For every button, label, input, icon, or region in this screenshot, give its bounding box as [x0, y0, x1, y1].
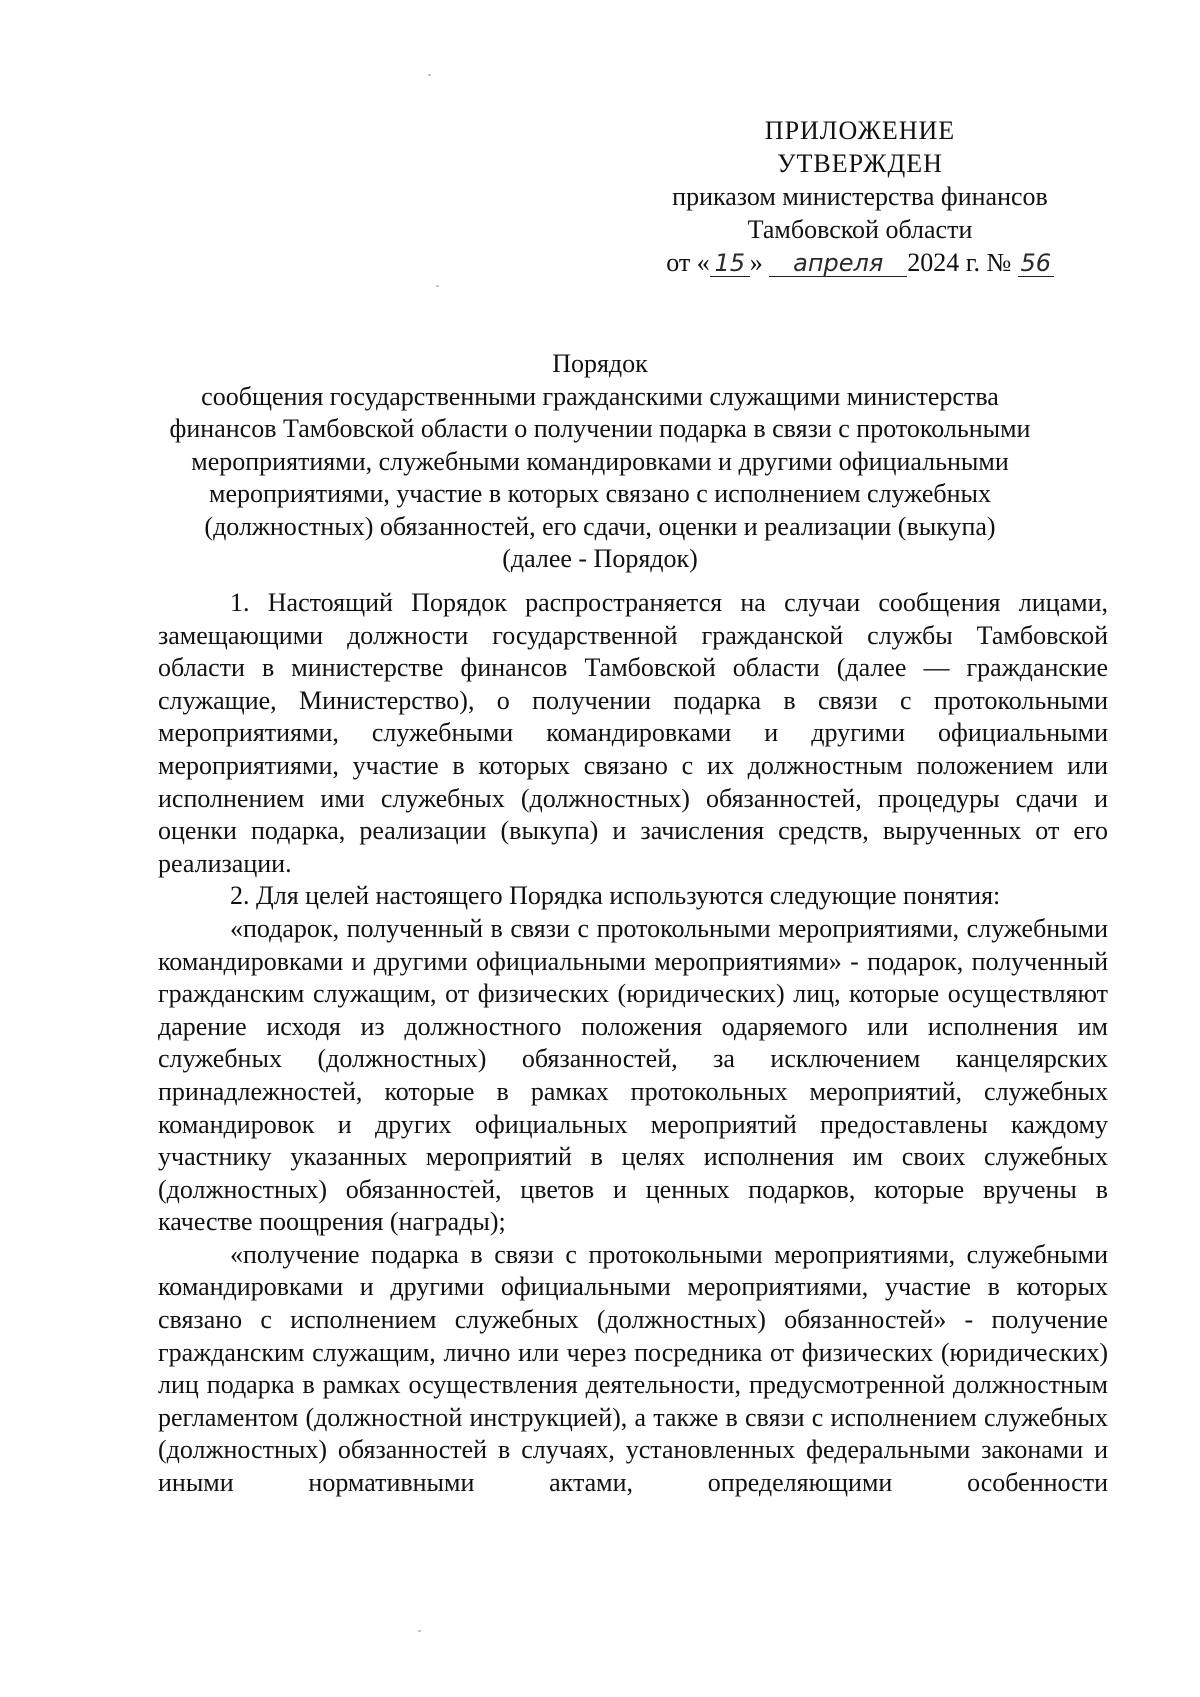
- order-number-field: [1018, 250, 1054, 277]
- approval-region-line: Тамбовской области: [747, 215, 973, 244]
- definition-gift: «подарок, полученный в связи с протокольными мероприятиями, служебными командировками и другими официальными мероприятиями» - подарок, полученный гражданским служащим, от физических (юридических) лиц, которые осуществляют дарение исходя из должностного положения одаряемого или исполнения им служебных (должностных) обязанностей, за исключением канцелярских принадлежностей, которые в рамках протокольных мероприятий, служебных командировок и других официальных мероприятий предоставлены каждому участнику указанных мероприятий в целях исполнения им своих служебных (должностных) обязанностей, цветов и ценных подарков, которые вручены в качестве поощрения (награды);: [158, 913, 1108, 1237]
- date-prefix: от «: [666, 248, 710, 277]
- approved-label: УТВЕРЖДЕН: [777, 149, 943, 178]
- handwritten-number: 56: [1020, 249, 1052, 277]
- paragraph-2: 2. Для целей настоящего Порядка используются следующие понятия:: [230, 881, 1001, 911]
- date-quote-close: »: [749, 248, 763, 277]
- handwritten-day: 15: [714, 249, 745, 277]
- title-line: мероприятиями, участие в которых связано с исполнением служебных: [208, 479, 991, 508]
- handwritten-month: апреля: [793, 249, 884, 277]
- document-title: [140, 348, 1060, 576]
- order-date-line: [620, 246, 1100, 279]
- title-line: (далее - Порядок): [502, 544, 698, 573]
- title-line: финансов Тамбовской области о получении подарка в связи с протокольными: [169, 414, 1031, 443]
- title-heading: Порядок: [552, 349, 648, 378]
- date-year-number: 2024 г. №: [907, 248, 1012, 277]
- date-day-field: [710, 250, 750, 277]
- title-line: (должностных) обязанностей, его сдачи, оценки и реализации (выкупа): [204, 511, 996, 541]
- title-line: мероприятиями, служебными командировками и другими официальными: [191, 446, 1009, 476]
- scan-speck: [418, 1630, 421, 1632]
- scan-speck: [436, 285, 439, 287]
- definition-receipt: «получение подарка в связи с протокольными мероприятиями, служебными командировками и другими официальными мероприятиями, участие в которых связано с исполнением служебных (должностных) обязанностей» - получение гражданским служащим, лично или через посредника от физических (юридических) лиц подарка в рамках осуществления деятельности, предусмотренной должностным регламентом (должностной инструкцией), а также в связи с исполнением служебных (должностных) обязанностей в случаях, установленных федеральными законами и иными нормативными актами, определяющими особенности: [158, 1239, 1108, 1498]
- title-line: сообщения государственными гражданскими служащими министерства: [201, 381, 999, 411]
- document-body: [158, 587, 1108, 1500]
- scan-speck: [428, 74, 431, 76]
- appendix-label: ПРИЛОЖЕНИЕ: [764, 116, 956, 145]
- approval-by-line: приказом министерства финансов: [672, 182, 1048, 211]
- date-month-field: [769, 250, 907, 277]
- approval-block: [620, 114, 1100, 279]
- paragraph-1: 1. Настоящий Порядок распространяется на случаи сообщения лицами, замещающими должности государственной гражданской службы Тамбовской области в министерстве финансов Тамбовской области (далее — гражданские служащие, Министерство), о получении подарка в связи с протокольными мероприятиями, служебными командировками и другими официальными мероприятиями, участие в которых связано с их должностным положением или исполнением ими служебных (должностных) обязанностей, процедуры сдачи и оценки подарка, реализации (выкупа) и зачисления средств, вырученных от его реализации.: [158, 588, 1108, 878]
